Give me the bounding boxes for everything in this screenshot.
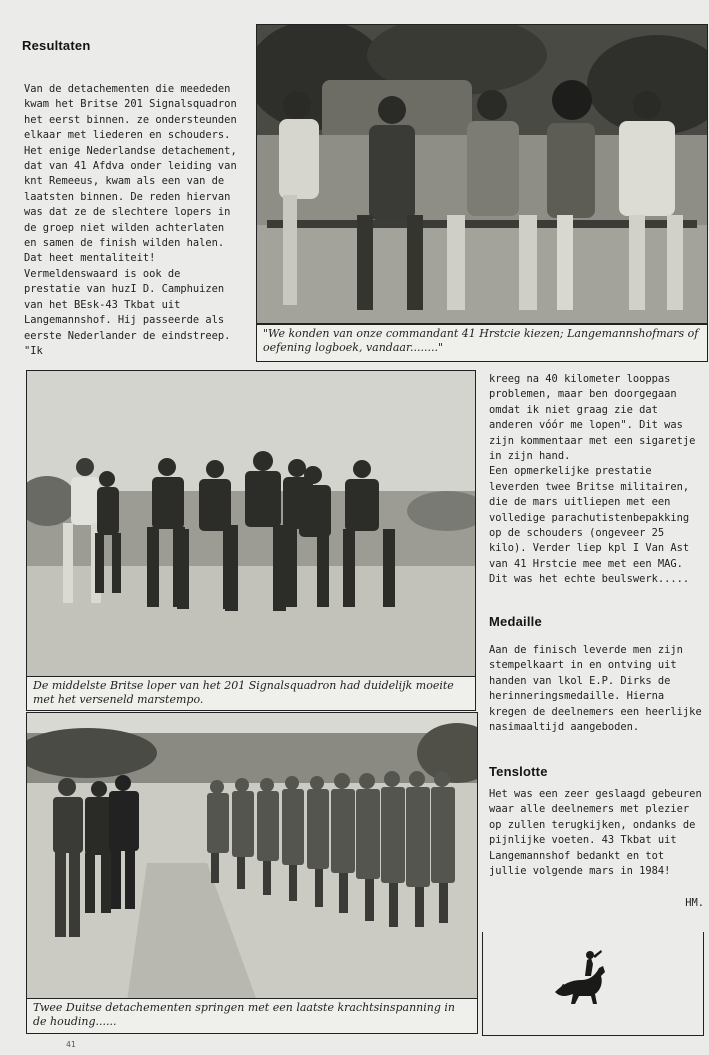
- horse-rider-icon: [549, 946, 613, 1010]
- section-heading-tenslotte: Tenslotte: [489, 764, 548, 779]
- photo-top-soldiers-bench: [256, 24, 708, 324]
- section-heading-medaille: Medaille: [489, 614, 542, 629]
- section-heading-resultaten: Resultaten: [22, 38, 91, 53]
- resultaten-paragraph-1: Van de detachementen die meededen kwam het Britse 201 Signalsquadron het eerst binnen. ze ondersteunden elkaar met liederen en schouders. Het enige Nederlandse detachement, dat van 41 Afdva onder leiding van knt Remeeus, kwam als een van de laatsten binnen. De reden hiervan was dat ze de slechtere lopers in de groep niet wilden achterlaten en samen de finish wilden halen. Dat heet mentaliteit!: [24, 83, 237, 265]
- continued-paragraph-2: Een opmerkelijke prestatie leverden twee Britse militairen, die de mars uitliepen met een volledige parachutistenbepakking op de schouders (ongeveer 25 kilo). Verder liep kpl I Van Ast van 41 Hrstcie mee met een MAG. Dit was het echte beulswerk.....: [489, 465, 690, 586]
- medaille-text: Aan de finisch leverde men zijn stempelkaart in en ontving uit handen van lkol E.P. Dirks de herinneringsmedaille. Hierna kregen de deelnemers een heerlijke nasimaaltijd aangeboden.: [489, 644, 702, 734]
- photo-top-image: [257, 25, 708, 324]
- photo-middle-marching-soldiers: [26, 370, 476, 678]
- resultaten-text: [24, 82, 238, 359]
- resultaten-paragraph-2: Vermeldenswaard is ook de prestatie van huzI D. Camphuizen van het BEsk-43 Tkbat uit Langemannshof. Hij passeerde als eerste Nederlander de eindstreep. "Ik: [24, 267, 231, 357]
- photo-top-caption: "We konden van onze commandant 41 Hrstcie kiezen; Langemannshofmars of oefening logboek, vandaar........": [256, 324, 708, 362]
- continued-text: [489, 372, 703, 588]
- page-number: 41: [66, 1040, 76, 1049]
- tenslotte-text: Het was een zeer geslaagd gebeuren waar alle deelnemers met plezier op zullen terugkijken, ondanks de pijnlijke voeten. 43 Tkbat uit Langemannshof bedankt en tot jullie volgende mars in 1984!: [489, 788, 702, 878]
- photo-bottom-parade: [26, 712, 478, 1000]
- photo-bottom-caption: Twee Duitse detachementen springen met een laatste krachtsinspanning in de houding......: [26, 998, 478, 1034]
- continued-paragraph-1: kreeg na 40 kilometer looppas problemen, maar ben doorgegaan omdat ik niet graag zie dat anderen vóór me lopen". Dit was zijn kommentaar met een sigaretje in zijn hand.: [489, 373, 696, 463]
- photo-middle-caption: De middelste Britse loper van het 201 Signalsquadron had duidelijk moeite met het verseneld marstempo.: [26, 676, 476, 711]
- photo-middle-image: [27, 371, 476, 678]
- photo-bottom-image: [27, 713, 478, 1000]
- signature: HM.: [685, 897, 704, 909]
- logo-box: [482, 932, 704, 1036]
